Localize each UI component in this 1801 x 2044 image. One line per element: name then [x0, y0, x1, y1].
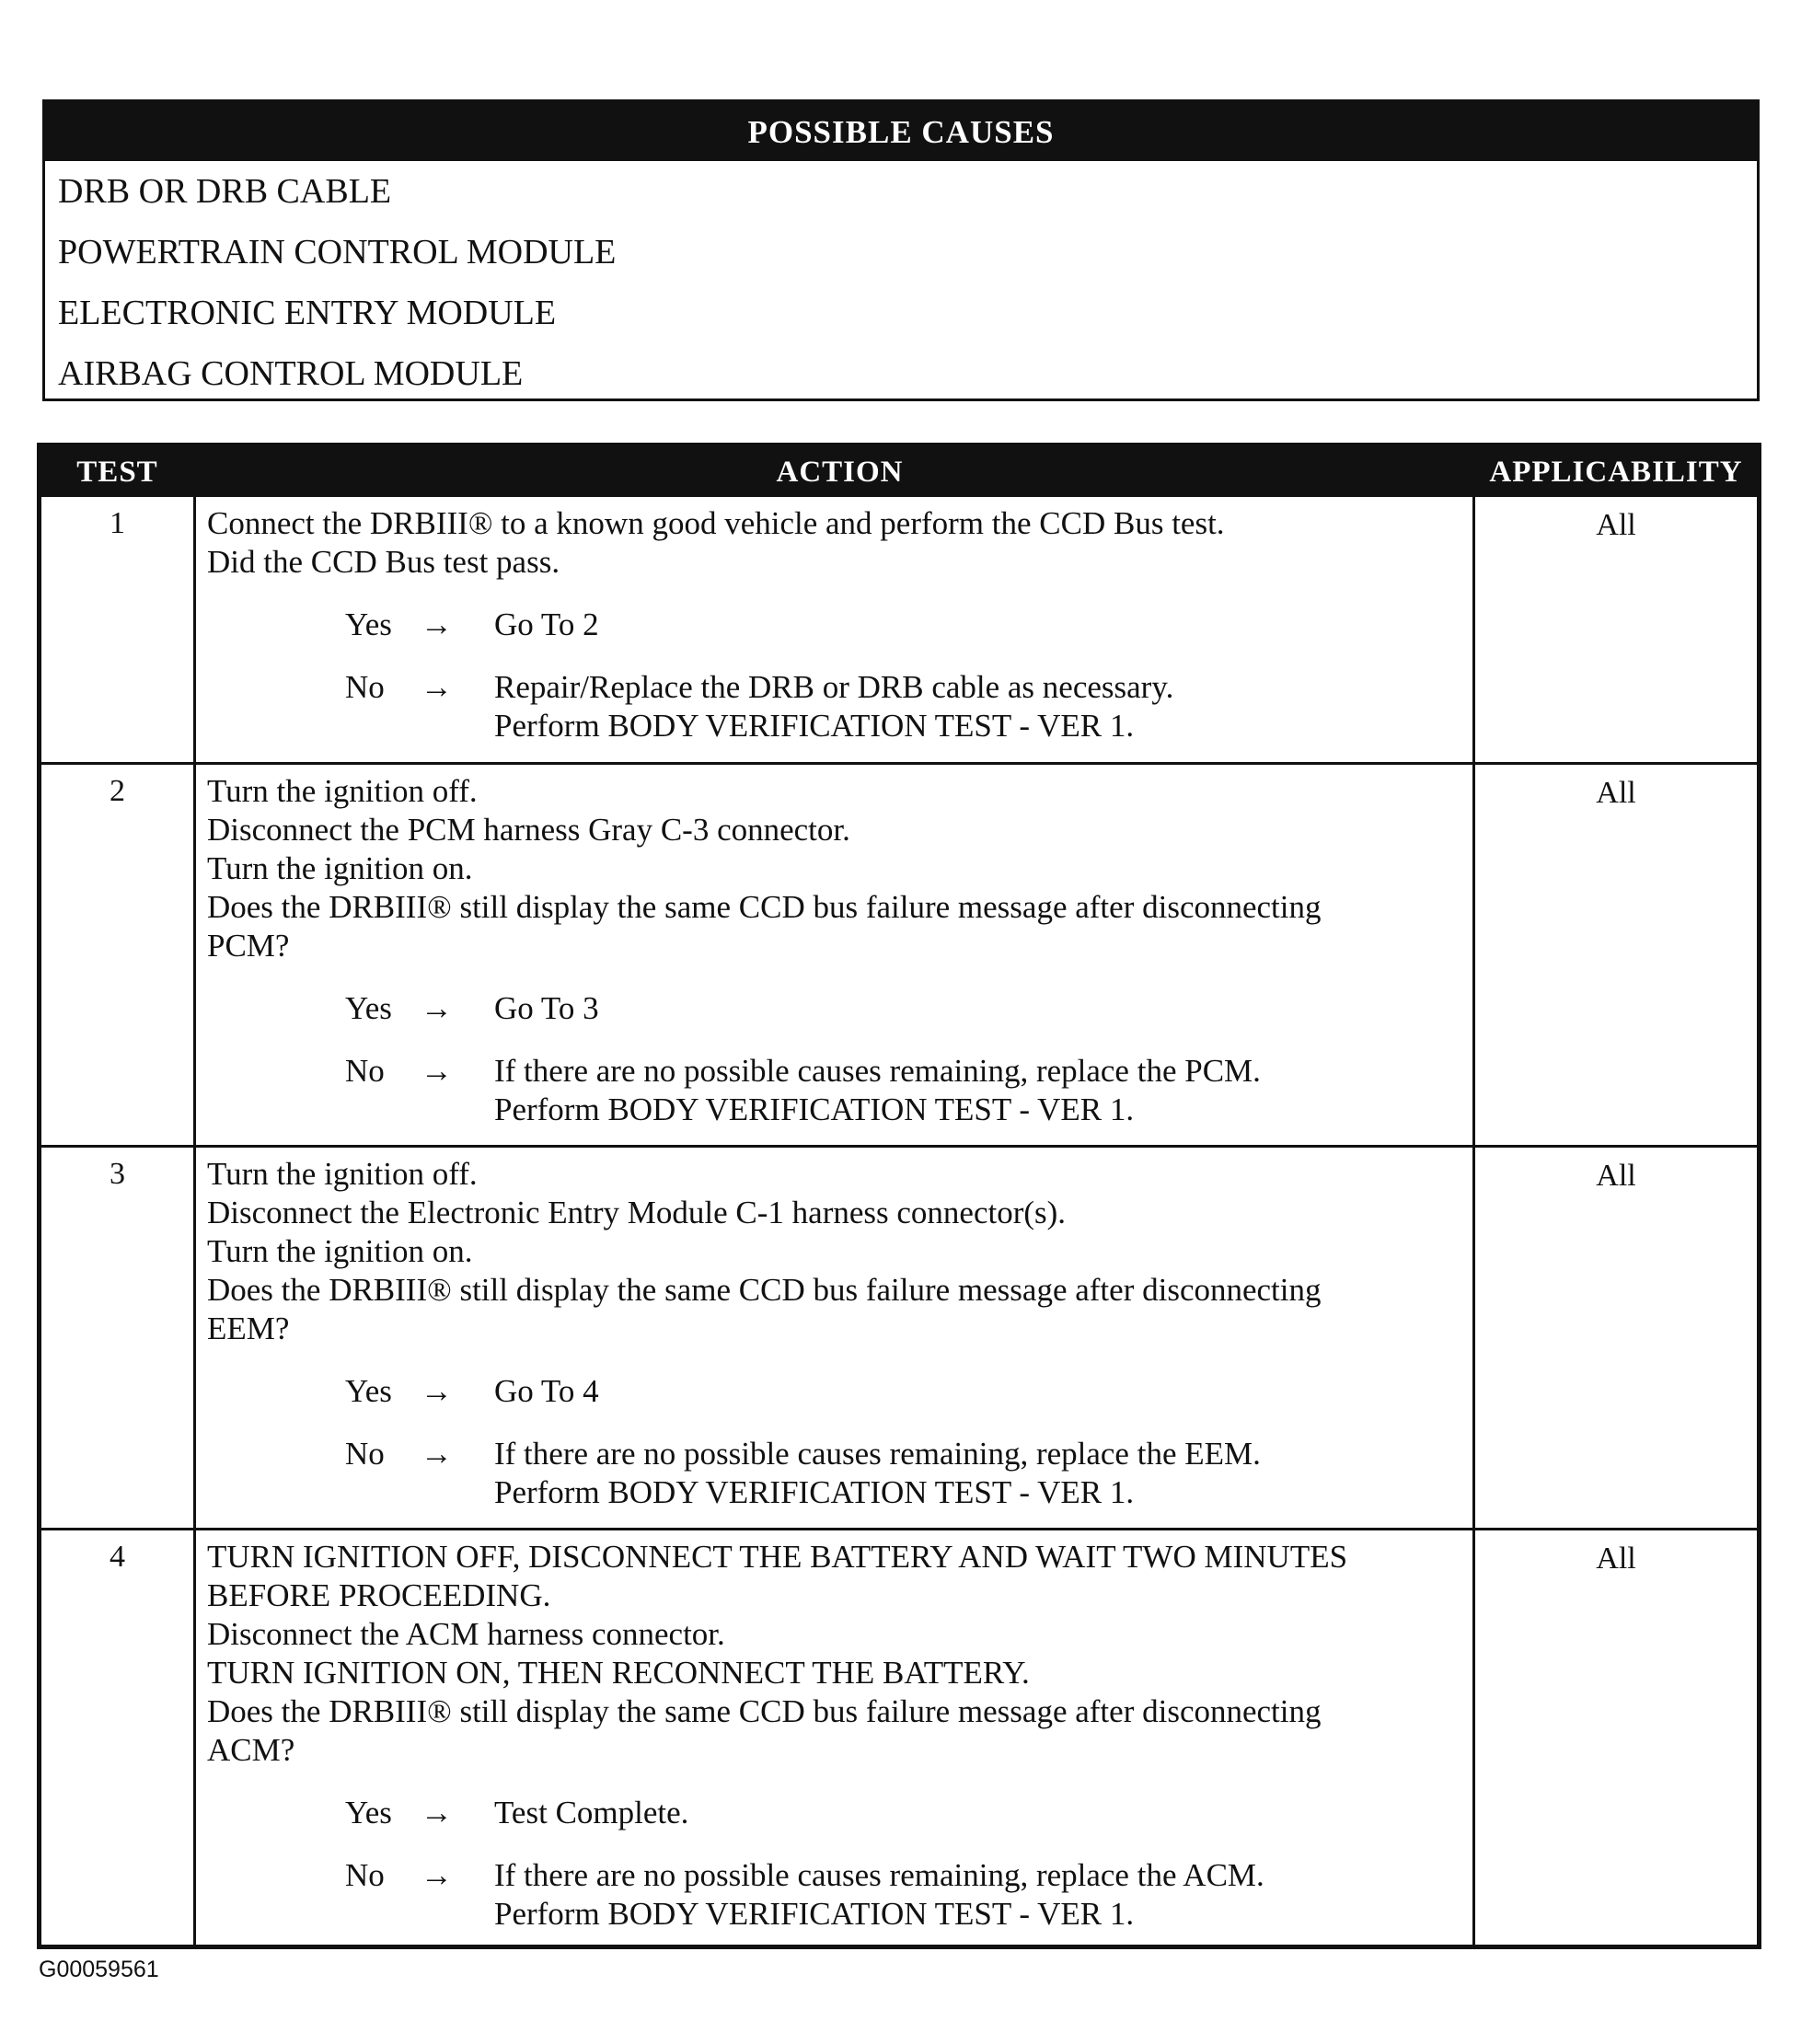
action-line: TURN IGNITION OFF, DISCONNECT THE BATTERY AND WAIT TWO MINUTES: [207, 1539, 1348, 1575]
action-cell: [207, 772, 1468, 1129]
header-applicability: APPLICABILITY: [1489, 456, 1743, 489]
no-label: No: [345, 1053, 385, 1089]
table-row: [41, 497, 1757, 762]
yes-label: Yes: [345, 606, 392, 642]
no-branch: [207, 1856, 1468, 1895]
action-line: Turn the ignition on.: [207, 850, 473, 886]
action-line: Does the DRBIII® still display the same CCD bus failure message after disconnecting: [207, 1272, 1322, 1308]
action-line: Turn the ignition on.: [207, 1233, 473, 1269]
yes-action: Test Complete.: [494, 1795, 689, 1830]
action-line: ACM?: [207, 1732, 295, 1768]
test-table: [37, 443, 1761, 1949]
arrow-icon: →: [421, 606, 453, 642]
action-line: Disconnect the ACM harness connector.: [207, 1616, 725, 1652]
action-line: Turn the ignition off.: [207, 1156, 478, 1192]
yes-action: Go To 2: [494, 606, 599, 642]
arrow-icon: →: [421, 1795, 453, 1830]
table-row: [41, 1530, 1757, 1945]
arrow-icon: →: [421, 669, 453, 705]
action-line: Does the DRBIII® still display the same CCD bus failure message after disconnecting: [207, 889, 1322, 925]
action-line: TURN IGNITION ON, THEN RECONNECT THE BATTERY.: [207, 1655, 1030, 1691]
applicability-value: All: [1596, 776, 1636, 810]
figure-id: G00059561: [39, 1957, 159, 1982]
cause-item: AIRBAG CONTROL MODULE: [58, 354, 524, 393]
action-line: BEFORE PROCEEDING.: [207, 1577, 551, 1613]
arrow-icon: →: [421, 990, 453, 1026]
action-line: Did the CCD Bus test pass.: [207, 544, 560, 580]
no-branch: [207, 1435, 1468, 1473]
test-number: 4: [110, 1540, 125, 1574]
no-action: If there are no possible causes remaining, replace the PCM.: [494, 1053, 1261, 1089]
yes-label: Yes: [345, 1795, 392, 1830]
test-number: 2: [110, 774, 125, 808]
action-cell: [207, 504, 1468, 745]
header-action: ACTION: [776, 456, 904, 489]
yes-branch: [207, 606, 1468, 644]
yes-label: Yes: [345, 1373, 392, 1409]
table-header: [41, 447, 1757, 497]
no-action-followup: Perform BODY VERIFICATION TEST - VER 1.: [494, 1091, 1135, 1127]
applicability-value: All: [1596, 508, 1636, 542]
action-line: Disconnect the Electronic Entry Module C-1 harness connector(s).: [207, 1195, 1067, 1230]
action-line: PCM?: [207, 928, 290, 964]
action-line: EEM?: [207, 1311, 290, 1346]
arrow-icon: →: [421, 1053, 453, 1089]
yes-label: Yes: [345, 990, 392, 1026]
cause-item: DRB OR DRB CABLE: [58, 172, 392, 211]
arrow-icon: →: [421, 1436, 453, 1472]
no-branch: [207, 1052, 1468, 1091]
no-label: No: [345, 1857, 385, 1893]
yes-branch: [207, 1794, 1468, 1832]
no-branch: [207, 668, 1468, 707]
applicability-value: All: [1596, 1542, 1636, 1576]
action-line: Does the DRBIII® still display the same CCD bus failure message after disconnecting: [207, 1693, 1322, 1729]
action-line: Disconnect the PCM harness Gray C-3 connector.: [207, 812, 850, 848]
table-row: [41, 765, 1757, 1145]
test-number: 1: [110, 506, 125, 540]
action-cell: [207, 1538, 1468, 1934]
table-row: [41, 1148, 1757, 1528]
no-action: If there are no possible causes remaining, replace the EEM.: [494, 1436, 1261, 1472]
no-action: Repair/Replace the DRB or DRB cable as necessary.: [494, 669, 1174, 705]
yes-branch: [207, 989, 1468, 1028]
possible-causes-title: POSSIBLE CAUSES: [45, 102, 1757, 161]
yes-action: Go To 3: [494, 990, 599, 1026]
yes-branch: [207, 1372, 1468, 1411]
no-action: If there are no possible causes remaining, replace the ACM.: [494, 1857, 1264, 1893]
action-line: Turn the ignition off.: [207, 773, 478, 809]
yes-action: Go To 4: [494, 1373, 599, 1409]
no-action-followup: Perform BODY VERIFICATION TEST - VER 1.: [494, 1896, 1135, 1932]
cause-item: POWERTRAIN CONTROL MODULE: [58, 233, 617, 271]
applicability-value: All: [1596, 1159, 1636, 1193]
cause-item: ELECTRONIC ENTRY MODULE: [58, 294, 557, 332]
arrow-icon: →: [421, 1857, 453, 1893]
action-line: Connect the DRBIII® to a known good vehicle and perform the CCD Bus test.: [207, 505, 1225, 541]
no-label: No: [345, 669, 385, 705]
no-action-followup: Perform BODY VERIFICATION TEST - VER 1.: [494, 1474, 1135, 1510]
no-label: No: [345, 1436, 385, 1472]
no-action-followup: Perform BODY VERIFICATION TEST - VER 1.: [494, 708, 1135, 744]
header-test: TEST: [76, 456, 158, 489]
test-number: 3: [110, 1157, 125, 1191]
possible-causes-box: [42, 99, 1760, 401]
arrow-icon: →: [421, 1373, 453, 1409]
action-cell: [207, 1155, 1468, 1512]
